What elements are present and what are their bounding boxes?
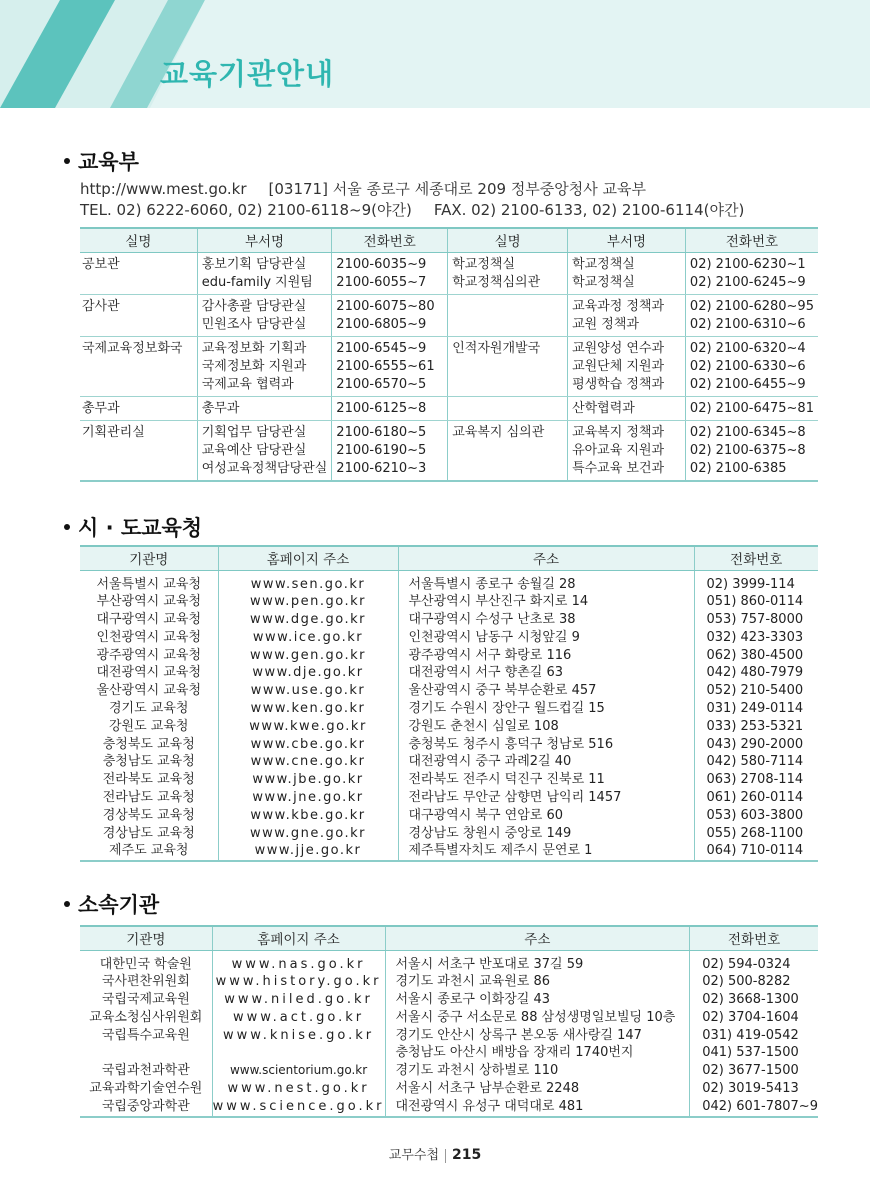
ministry-contact-line1: [80, 178, 668, 199]
institution-name: 경상남도 교육청: [102, 825, 195, 841]
homepage-link[interactable]: www.dge.go.kr: [218, 611, 398, 629]
department-name: 교원단체 지원과: [572, 358, 665, 374]
table-row: [80, 753, 818, 771]
address: 서울특별시 종로구 송월길 28: [398, 570, 694, 593]
institution-name: 강원도 교육청: [109, 718, 189, 734]
phone-number: 2100-6570~5: [336, 376, 427, 392]
phone-number: 02) 3999-114: [694, 570, 818, 593]
homepage-link[interactable]: www.science.go.kr: [212, 1098, 385, 1117]
department-name: 교육복지 정책과: [572, 424, 665, 440]
institution-name: 울산광역시 교육청: [96, 683, 202, 699]
phone-number: 02) 2100-6375~8: [689, 442, 806, 458]
phone-number: 053) 757-8000: [694, 611, 818, 629]
office-name: [448, 336, 568, 396]
column-header: 홈페이지 주소: [218, 546, 398, 570]
phone-number: 2100-6125~8: [336, 400, 427, 416]
table-row: [80, 1009, 818, 1027]
office-name-line: 인적자원개발국: [452, 340, 541, 356]
department-name: 특수교육 보건과: [572, 460, 665, 476]
department-name: 교육과정 정책과: [572, 298, 665, 314]
banner-graphic: [0, 0, 870, 108]
section-heading-affiliated: 소속기관: [64, 889, 159, 919]
address: 경기도 과천시 상하벌로 110: [385, 1062, 690, 1080]
address: 대구광역시 수성구 난초로 38: [398, 611, 694, 629]
homepage-link[interactable]: www.gne.go.kr: [218, 825, 398, 843]
institution-name: 경기도 교육청: [109, 701, 189, 717]
affiliated-table: [80, 925, 818, 1118]
address: 대전광역시 중구 과례2길 40: [398, 753, 694, 771]
phone-number: 051) 860-0114: [694, 593, 818, 611]
column-header: 전화번호: [685, 228, 818, 252]
office-name: [448, 294, 568, 336]
address: 충청북도 청주시 흥덕구 청남로 516: [398, 736, 694, 754]
phone-number: 031) 249-0114: [694, 700, 818, 718]
phone-number: 2100-6555~61: [336, 358, 435, 374]
table-row: [80, 1098, 818, 1117]
department-list: [568, 396, 686, 420]
homepage-link[interactable]: www.niled.go.kr: [212, 991, 385, 1009]
ministry-tel: TEL. 02) 6222-6060, 02) 2100-6118~9(야간): [80, 201, 412, 219]
phone-number: 02) 3668-1300: [690, 991, 818, 1009]
department-name: 평생학습 정책과: [572, 376, 665, 392]
institution-name: 교육소청심사위원회: [89, 1009, 203, 1025]
phone-number: 2100-6210~3: [336, 460, 427, 476]
office-name: 국제교육정보화국: [80, 336, 197, 396]
phone-number: 02) 3677-1500: [690, 1062, 818, 1080]
homepage-link[interactable]: www.knise.go.kr: [212, 1027, 385, 1045]
homepage-link[interactable]: www.act.go.kr: [212, 1009, 385, 1027]
table-row: [80, 825, 818, 843]
phone-number: 064) 710-0114: [694, 842, 818, 861]
phone-number: 042) 580-7114: [694, 753, 818, 771]
institution-name: 대구광역시 교육청: [96, 612, 202, 628]
address: 제주특별자치도 제주시 문연로 1: [398, 842, 694, 861]
phone-number: 042) 480-7979: [694, 664, 818, 682]
department-list: [568, 336, 686, 396]
column-header: 주소: [398, 546, 694, 570]
department-name: 총무과: [201, 400, 240, 416]
address: 서울시 서초구 남부순환로 2248: [385, 1080, 690, 1098]
table-row: [80, 593, 818, 611]
institution-name: 국립국제교육원: [101, 992, 190, 1008]
homepage-link[interactable]: www.nest.go.kr: [212, 1080, 385, 1098]
institution-name: 충청북도 교육청: [102, 736, 195, 752]
table-row: [80, 611, 818, 629]
table-row: [80, 1062, 818, 1080]
table-row: [80, 294, 818, 336]
column-header: 실명: [80, 228, 197, 252]
phone-number: 033) 253-5321: [694, 718, 818, 736]
table-row: [80, 420, 818, 481]
homepage-link[interactable]: www.scientorium.go.kr: [212, 1062, 385, 1080]
table-row: [80, 789, 818, 807]
table-row: [80, 682, 818, 700]
table-row: [80, 396, 818, 420]
office-name: [448, 420, 568, 481]
department-name: 교육예산 담당관실: [201, 442, 307, 458]
address: 전라북도 전주시 덕진구 진북로 11: [398, 771, 694, 789]
phone-number: 02) 3019-5413: [690, 1080, 818, 1098]
phone-list: [332, 252, 448, 294]
institution-name: 국사편찬위원회: [101, 974, 190, 990]
table-row: [80, 771, 818, 789]
homepage-link: [212, 1044, 385, 1062]
phone-number: 041) 537-1500: [690, 1044, 818, 1062]
institution-name: 대한민국 학술원: [99, 956, 192, 972]
table-row: [80, 700, 818, 718]
phone-list: [332, 294, 448, 336]
table-header-row: [80, 228, 818, 252]
table-row: [80, 991, 818, 1009]
department-name: 교육정보화 기획과: [201, 340, 307, 356]
department-name: 교원양성 연수과: [572, 340, 665, 356]
department-list: [568, 420, 686, 481]
phone-number: 063) 2708-114: [694, 771, 818, 789]
institution-name: 광주광역시 교육청: [96, 647, 202, 663]
phone-number: 02) 594-0324: [690, 950, 818, 973]
phone-number: 02) 2100-6345~8: [689, 424, 806, 440]
institution-name: 제주도 교육청: [80, 842, 218, 861]
phone-number: 02) 2100-6320~4: [689, 340, 806, 356]
page-banner: [0, 0, 870, 108]
address: 광주광역시 서구 화랑로 116: [398, 647, 694, 665]
institution-name: 국립특수교육원: [101, 1027, 190, 1043]
column-header: 부서명: [197, 228, 332, 252]
phone-number: 052) 210-5400: [694, 682, 818, 700]
phone-number: 02) 2100-6475~81: [689, 400, 814, 416]
table-row: [80, 570, 818, 593]
table-row: [80, 1080, 818, 1098]
institution-name: 인천광역시 교육청: [96, 629, 202, 645]
office-name: [448, 252, 568, 294]
table-row: [80, 718, 818, 736]
page-footer: [0, 1144, 870, 1163]
office-name: 기획관리실: [80, 420, 197, 481]
office-name-line: 학교정책심의관: [452, 274, 541, 290]
phone-list: [685, 294, 818, 336]
institution-name: 국립중앙과학관: [80, 1098, 212, 1117]
department-name: 국제교육 협력과: [201, 376, 294, 392]
homepage-link[interactable]: www.kwe.go.kr: [218, 718, 398, 736]
homepage-link[interactable]: www.use.go.kr: [218, 682, 398, 700]
phone-number: 2100-6545~9: [336, 340, 427, 356]
column-header: 실명: [448, 228, 568, 252]
phone-number: 055) 268-1100: [694, 825, 818, 843]
phone-number: 2100-6180~5: [336, 424, 427, 440]
office-name: 감사관: [80, 294, 197, 336]
table-row: [80, 736, 818, 754]
phone-number: 043) 290-2000: [694, 736, 818, 754]
phone-number: 2100-6055~7: [336, 274, 427, 290]
bullet-icon: [64, 158, 70, 164]
phone-number: 2100-6035~9: [336, 256, 427, 272]
homepage-link[interactable]: www.cbe.go.kr: [218, 736, 398, 754]
table-row: [80, 629, 818, 647]
table-row: [80, 664, 818, 682]
phone-list: [685, 420, 818, 481]
table-header-row: [80, 546, 818, 570]
homepage-link[interactable]: www.jje.go.kr: [218, 842, 398, 861]
department-name: 국제정보화 지원과: [201, 358, 307, 374]
phone-number: 02) 2100-6385: [689, 460, 787, 476]
footer-label: 교무수첩: [388, 1148, 439, 1163]
homepage-link[interactable]: www.cne.go.kr: [218, 753, 398, 771]
column-header: 전화번호: [690, 926, 818, 950]
homepage-link[interactable]: www.ice.go.kr: [218, 629, 398, 647]
phone-number: 02) 2100-6230~1: [689, 256, 806, 272]
address: 충청남도 아산시 배방읍 장재리 1740번지: [385, 1044, 690, 1062]
department-list: [197, 252, 332, 294]
table-row: [80, 973, 818, 991]
table-row: [80, 842, 818, 861]
address: 인천광역시 남동구 시청앞길 9: [398, 629, 694, 647]
phone-number: 02) 2100-6330~6: [689, 358, 806, 374]
department-name: 기획업무 담당관실: [201, 424, 307, 440]
homepage-link[interactable]: www.dje.go.kr: [218, 664, 398, 682]
phone-number: 053) 603-3800: [694, 807, 818, 825]
ministry-table: [80, 227, 818, 482]
phone-list: [332, 336, 448, 396]
homepage-link[interactable]: www.jbe.go.kr: [218, 771, 398, 789]
office-name: 공보관: [80, 252, 197, 294]
institution-name: 전라남도 교육청: [102, 790, 195, 806]
department-name: 유아교육 지원과: [572, 442, 665, 458]
table-row: [80, 1027, 818, 1045]
table-row: [80, 1044, 818, 1062]
table-header-row: [80, 926, 818, 950]
offices-table: [80, 545, 818, 862]
homepage-link[interactable]: www.ken.go.kr: [218, 700, 398, 718]
address: 대구광역시 북구 연암로 60: [398, 807, 694, 825]
office-name-line: 학교정책실: [452, 256, 516, 272]
department-name: 홍보기획 담당관실: [201, 256, 307, 272]
phone-number: 2100-6190~5: [336, 442, 427, 458]
department-list: [568, 294, 686, 336]
phone-list: [685, 336, 818, 396]
department-name: 학교정책실: [572, 274, 635, 290]
department-name: 산학협력과: [572, 400, 635, 416]
phone-list: [332, 396, 448, 420]
phone-number: 2100-6805~9: [336, 316, 427, 332]
homepage-link[interactable]: www.gen.go.kr: [218, 647, 398, 665]
department-list: [197, 396, 332, 420]
homepage-link[interactable]: www.jne.go.kr: [218, 789, 398, 807]
phone-number: 02) 2100-6280~95: [689, 298, 814, 314]
phone-number: 02) 500-8282: [690, 973, 818, 991]
phone-number: 02) 2100-6455~9: [689, 376, 806, 392]
footer-divider: [445, 1149, 446, 1163]
department-list: [568, 252, 686, 294]
ministry-contact-line2: [80, 199, 766, 220]
column-header: 주소: [385, 926, 690, 950]
section-heading-offices: 시 · 도교육청: [64, 512, 202, 542]
phone-number: 02) 2100-6245~9: [689, 274, 806, 290]
institution-name: 국립과천과학관: [101, 1063, 190, 1079]
address: 서울시 중구 서소문로 88 삼성생명일보빌딩 10층: [385, 1009, 690, 1027]
homepage-link[interactable]: www.kbe.go.kr: [218, 807, 398, 825]
department-name: 감사총괄 담당관실: [201, 298, 307, 314]
institution-name: 대전광역시 교육청: [96, 665, 202, 681]
phone-number: 031) 419-0542: [690, 1027, 818, 1045]
phone-number: 02) 2100-6310~6: [689, 316, 806, 332]
institution-name: 경상북도 교육청: [102, 807, 195, 823]
column-header: 부서명: [568, 228, 686, 252]
department-list: [197, 294, 332, 336]
column-header: 홈페이지 주소: [212, 926, 385, 950]
institution-name: 교육과학기술연수원: [89, 1081, 203, 1097]
page-title: 교육기관안내: [160, 57, 335, 91]
homepage-link[interactable]: www.sen.go.kr: [218, 570, 398, 593]
bullet-icon: [64, 524, 70, 530]
address: 대전광역시 유성구 대덕대로 481: [385, 1098, 690, 1117]
table-row: [80, 252, 818, 294]
column-header: 기관명: [80, 926, 212, 950]
institution-name: 서울특별시 교육청: [96, 576, 202, 592]
address: 대전광역시 서구 향촌길 63: [398, 664, 694, 682]
column-header: 전화번호: [332, 228, 448, 252]
institution-name: 전라북도 교육청: [102, 772, 195, 788]
address: 경기도 안산시 상록구 본오동 새사랑길 147: [385, 1027, 690, 1045]
department-list: [197, 420, 332, 481]
phone-number: 032) 423-3303: [694, 629, 818, 647]
address: 경기도 과천시 교육원로 86: [385, 973, 690, 991]
bullet-icon: [64, 901, 70, 907]
address: 강원도 춘천시 심일로 108: [398, 718, 694, 736]
address: 경기도 수원시 장안구 월드컵길 15: [398, 700, 694, 718]
department-name: 교원 정책과: [572, 316, 639, 332]
department-name: 민원조사 담당관실: [201, 316, 307, 332]
address: 전라남도 무안군 삼향면 남익리 1457: [398, 789, 694, 807]
ministry-url[interactable]: http://www.mest.go.kr: [80, 180, 247, 198]
phone-list: [685, 396, 818, 420]
office-name: [448, 396, 568, 420]
address: 경상남도 창원시 중앙로 149: [398, 825, 694, 843]
address: 부산광역시 부산진구 화지로 14: [398, 593, 694, 611]
phone-list: [685, 252, 818, 294]
office-name: 총무과: [80, 396, 197, 420]
column-header: 전화번호: [694, 546, 818, 570]
address: 울산광역시 중구 북부순환로 457: [398, 682, 694, 700]
department-name: 여성교육정책담당관실: [201, 460, 328, 476]
section-heading-ministry: 교육부: [64, 146, 139, 176]
department-name: 학교정책실: [572, 256, 635, 272]
table-row: [80, 807, 818, 825]
ministry-fax: FAX. 02) 2100-6133, 02) 2100-6114(야간): [433, 201, 745, 219]
institution-name: 충청남도 교육청: [102, 754, 195, 770]
phone-number: 042) 601-7807~9: [690, 1098, 818, 1117]
ministry-address: [03171] 서울 종로구 세종대로 209 정부중앙청사 교육부: [268, 180, 646, 198]
homepage-link[interactable]: www.history.go.kr: [212, 973, 385, 991]
address: 서울시 서초구 반포대로 37길 59: [385, 950, 690, 973]
table-row: [80, 336, 818, 396]
column-header: 기관명: [80, 546, 218, 570]
phone-list: [332, 420, 448, 481]
address: 서울시 종로구 이화장길 43: [385, 991, 690, 1009]
office-name-line: 교육복지 심의관: [452, 424, 545, 440]
institution-name: 부산광역시 교육청: [96, 594, 202, 610]
institution-name: [80, 1044, 212, 1062]
homepage-link[interactable]: www.pen.go.kr: [218, 593, 398, 611]
phone-number: 062) 380-4500: [694, 647, 818, 665]
phone-number: 2100-6075~80: [336, 298, 435, 314]
page-number: 215: [452, 1147, 482, 1163]
table-row: [80, 647, 818, 665]
table-row: [80, 950, 818, 973]
homepage-link[interactable]: www.nas.go.kr: [212, 950, 385, 973]
phone-number: 02) 3704-1604: [690, 1009, 818, 1027]
department-list: [197, 336, 332, 396]
phone-number: 061) 260-0114: [694, 789, 818, 807]
department-name: edu-family 지원팀: [201, 274, 313, 290]
